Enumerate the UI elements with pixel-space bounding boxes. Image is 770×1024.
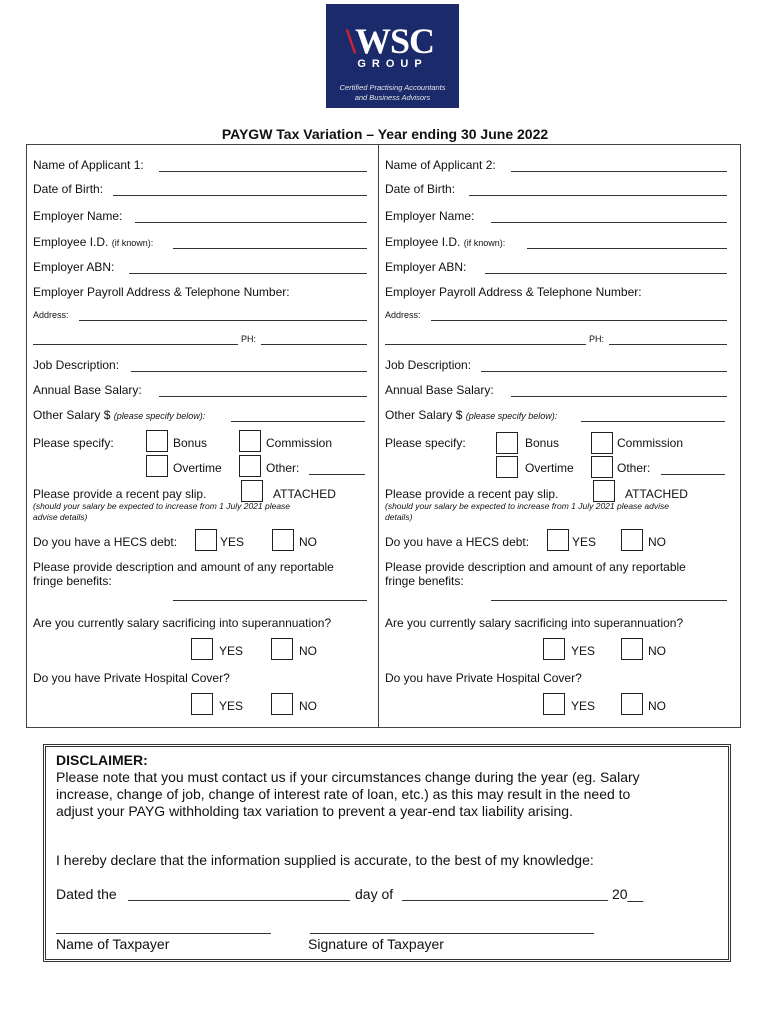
sacrifice-no-checkbox[interactable] <box>621 638 643 660</box>
attached-label: ATTACHED <box>273 487 336 501</box>
sacrifice-yes-label: YES <box>219 644 244 658</box>
applicant-2-name-label: Name of Applicant 2: <box>385 158 496 172</box>
employer-abn-label: Employer ABN: <box>33 260 115 274</box>
year-label: 20__ <box>612 886 644 902</box>
dob-label: Date of Birth: <box>385 182 456 196</box>
day-of-label: day of <box>355 886 394 902</box>
hospital-yes-checkbox[interactable] <box>191 693 213 715</box>
signature-of-taxpayer-label: Signature of Taxpayer <box>308 936 444 952</box>
other-label: Other: <box>266 461 300 475</box>
annual-salary-label: Annual Base Salary: <box>385 383 494 397</box>
month-field[interactable] <box>402 900 608 901</box>
dob-field[interactable] <box>113 195 367 196</box>
applicant-1-name-field[interactable] <box>159 171 367 172</box>
private-hospital-label: Do you have Private Hospital Cover? <box>385 671 582 685</box>
hospital-no-checkbox[interactable] <box>621 693 643 715</box>
address-line-2[interactable] <box>33 344 238 345</box>
pay-slip-label: Please provide a recent pay slip. <box>385 487 559 501</box>
sacrifice-no-checkbox[interactable] <box>271 638 293 660</box>
phone-label: PH: <box>589 334 605 344</box>
employee-id-field[interactable] <box>173 248 367 249</box>
sacrifice-yes-checkbox[interactable] <box>191 638 213 660</box>
phone-field[interactable] <box>261 344 367 345</box>
fringe-benefits-label-1: Please provide description and amount of any reportable <box>385 560 686 574</box>
fringe-benefits-label-2: fringe benefits: <box>385 574 464 588</box>
please-specify-label: Please specify: <box>385 436 466 450</box>
address-line-2[interactable] <box>385 344 586 345</box>
logo-wordmark: \WSC <box>346 21 435 61</box>
applicant-1-column <box>33 144 378 726</box>
job-description-field[interactable] <box>481 371 727 372</box>
hecs-label: Do you have a HECS debt: <box>33 535 178 549</box>
commission-checkbox[interactable] <box>239 430 261 452</box>
logo-tagline: Certified Practising Accountants and Business Advisors <box>339 83 446 102</box>
disclaimer-line-2: increase, change of job, change of interest rate of loan, etc.) as this may result in the need to <box>56 786 631 802</box>
hospital-no-label: NO <box>648 699 666 713</box>
hecs-yes-label: YES <box>220 535 245 549</box>
job-description-label: Job Description: <box>385 358 472 372</box>
other-field[interactable] <box>661 474 725 475</box>
payroll-address-label: Employer Payroll Address & Telephone Number: <box>33 285 290 299</box>
commission-checkbox[interactable] <box>591 432 613 454</box>
sacrifice-no-label: NO <box>299 644 317 658</box>
pay-slip-label: Please provide a recent pay slip. <box>33 487 207 501</box>
hecs-yes-label: YES <box>572 535 597 549</box>
applicant-1-name-label: Name of Applicant 1: <box>33 158 144 172</box>
overtime-label: Overtime <box>173 461 222 475</box>
payroll-address-label: Employer Payroll Address & Telephone Number: <box>385 285 642 299</box>
sacrifice-yes-label: YES <box>571 644 596 658</box>
dob-label: Date of Birth: <box>33 182 104 196</box>
form-title: PAYGW Tax Variation – Year ending 30 June 2022 <box>221 126 549 142</box>
sacrifice-yes-checkbox[interactable] <box>543 638 565 660</box>
overtime-checkbox[interactable] <box>146 455 168 477</box>
other-salary-label: Other Salary $ (please specify below): <box>33 408 206 422</box>
applicant-2-name-field[interactable] <box>511 171 727 172</box>
job-description-label: Job Description: <box>33 358 120 372</box>
hecs-yes-checkbox[interactable] <box>547 529 569 551</box>
employer-name-label: Employer Name: <box>33 209 123 223</box>
salary-sacrifice-label: Are you currently salary sacrificing into superannuation? <box>385 616 684 630</box>
address-field[interactable] <box>79 320 367 321</box>
disclaimer-heading: DISCLAIMER: <box>56 752 148 768</box>
phone-field[interactable] <box>609 344 727 345</box>
please-specify-label: Please specify: <box>33 436 114 450</box>
employee-id-field[interactable] <box>527 248 727 249</box>
dated-label: Dated the <box>56 886 117 902</box>
bonus-label: Bonus <box>173 436 208 450</box>
employee-id-label: Employee I.D. (if known): <box>33 235 154 249</box>
name-of-taxpayer-label: Name of Taxpayer <box>56 936 170 952</box>
other-checkbox[interactable] <box>239 455 261 477</box>
hospital-no-label: NO <box>299 699 317 713</box>
employer-name-field[interactable] <box>491 222 727 223</box>
overtime-checkbox[interactable] <box>496 456 518 478</box>
fringe-benefits-field[interactable] <box>491 600 727 601</box>
employer-abn-label: Employer ABN: <box>385 260 467 274</box>
dated-day-field[interactable] <box>128 900 350 901</box>
overtime-label: Overtime <box>525 461 574 475</box>
phone-label: PH: <box>241 334 257 344</box>
commission-label: Commission <box>266 436 333 450</box>
column-divider <box>378 144 379 728</box>
hospital-yes-label: YES <box>219 699 244 713</box>
other-label: Other: <box>617 461 651 475</box>
other-checkbox[interactable] <box>591 456 613 478</box>
address-label: Address: <box>385 310 421 320</box>
other-salary-label: Other Salary $ (please specify below): <box>385 408 558 422</box>
pay-slip-note: (should your salary be expected to increase from 1 July 2021 please advise details) <box>33 501 291 522</box>
hecs-label: Do you have a HECS debt: <box>385 535 530 549</box>
hospital-yes-checkbox[interactable] <box>543 693 565 715</box>
hecs-no-label: NO <box>299 535 317 549</box>
pay-slip-attached-checkbox[interactable] <box>241 480 263 502</box>
fringe-benefits-field[interactable] <box>173 600 367 601</box>
annual-salary-label: Annual Base Salary: <box>33 383 142 397</box>
taxpayer-signature-field[interactable] <box>310 933 594 934</box>
address-field[interactable] <box>431 320 727 321</box>
taxpayer-name-field[interactable] <box>56 933 271 934</box>
pay-slip-note: (should your salary be expected to increase from 1 July 2021 please advise details) <box>385 501 669 522</box>
fringe-benefits-label-1: Please provide description and amount of any reportable <box>33 560 334 574</box>
logo-group: GROUP <box>357 58 428 70</box>
hecs-no-checkbox[interactable] <box>621 529 643 551</box>
employee-id-label: Employee I.D. (if known): <box>385 235 506 249</box>
applicant-2-column <box>385 144 730 726</box>
hecs-no-checkbox[interactable] <box>272 529 294 551</box>
bonus-label: Bonus <box>525 436 560 450</box>
private-hospital-label: Do you have Private Hospital Cover? <box>33 671 230 685</box>
bonus-checkbox[interactable] <box>146 430 168 452</box>
address-label: Address: <box>33 310 69 320</box>
sacrifice-no-label: NO <box>648 644 666 658</box>
salary-sacrifice-label: Are you currently salary sacrificing into superannuation? <box>33 616 332 630</box>
hospital-no-checkbox[interactable] <box>271 693 293 715</box>
declaration-text: I hereby declare that the information supplied is accurate, to the best of my knowledge: <box>56 852 594 868</box>
hecs-yes-checkbox[interactable] <box>195 529 217 551</box>
annual-salary-field[interactable] <box>511 396 727 397</box>
disclaimer-line-3: adjust your PAYG withholding tax variation to prevent a year-end tax liability arising. <box>56 803 573 819</box>
hospital-yes-label: YES <box>571 699 596 713</box>
fringe-benefits-label-2: fringe benefits: <box>33 574 112 588</box>
annual-salary-field[interactable] <box>159 396 367 397</box>
job-description-field[interactable] <box>131 371 367 372</box>
bonus-checkbox[interactable] <box>496 432 518 454</box>
disclaimer-line-1: Please note that you must contact us if your circumstances change during the year (eg. Salary <box>56 769 640 785</box>
pay-slip-attached-checkbox[interactable] <box>593 480 615 502</box>
other-salary-field[interactable] <box>581 421 725 422</box>
employer-name-label: Employer Name: <box>385 209 475 223</box>
employer-name-field[interactable] <box>135 222 367 223</box>
other-field[interactable] <box>309 474 365 475</box>
other-salary-field[interactable] <box>231 421 365 422</box>
employer-abn-field[interactable] <box>129 273 367 274</box>
attached-label: ATTACHED <box>625 487 688 501</box>
commission-label: Commission <box>617 436 684 450</box>
employer-abn-field[interactable] <box>485 273 727 274</box>
company-logo <box>326 4 459 108</box>
dob-field[interactable] <box>469 195 727 196</box>
hecs-no-label: NO <box>648 535 666 549</box>
